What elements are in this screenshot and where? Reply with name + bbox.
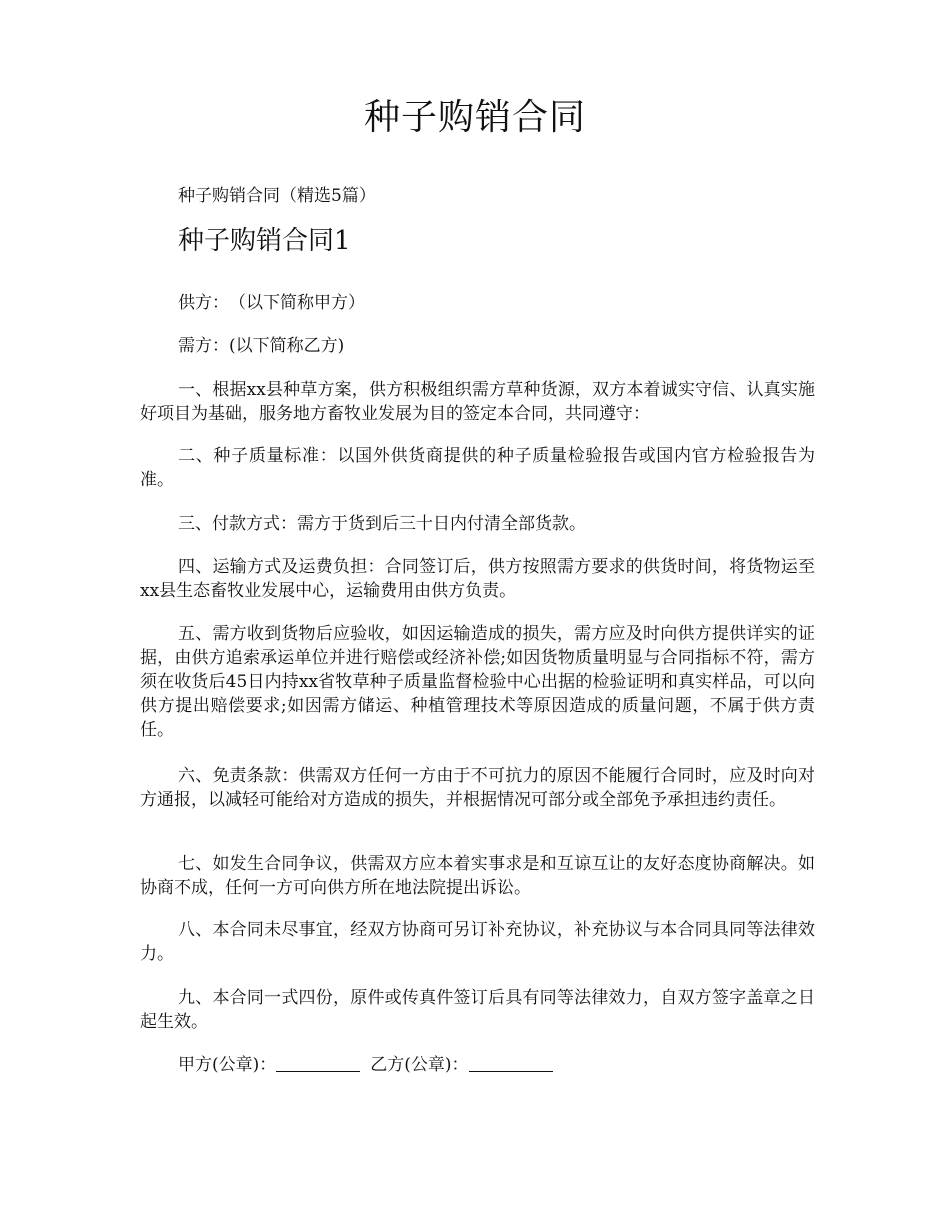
clause-1: 一、根据xx县种草方案，供方积极组织需方草种货源，双方本着诚实守信、认真实施好项目为基础，服务地方畜牧业发展为目的签定本合同，共同遵守： <box>140 380 815 424</box>
clause-9: 九、本合同一式四份，原件或传真件签订后具有同等法律效力，自双方签字盖章之日起生效。 <box>140 988 815 1032</box>
clause-5: 五、需方收到货物后应验收，如因运输造成的损失，需方应及时向供方提供详实的证据，由供方追索承运单位并进行赔偿或经济补偿;如因货物质量明显与合同指标不符，需方须在收货后45日内持xx省牧草种子质量监督检验中心出据的检验证明和真实样品，可以向供方提出赔偿要求;如因需方储运、种植管理技术等原因造成的质量问题，不属于供方责任。 <box>140 624 815 740</box>
supplier-line: 供方： （以下简称甲方） <box>178 293 365 313</box>
clause-3: 三、付款方式：需方于货到后三十日内付清全部货款。 <box>178 514 586 534</box>
signature-line <box>178 1053 553 1077</box>
document-subtitle: 种子购销合同（精选5篇） <box>178 186 376 206</box>
clause-7: 七、如发生合同争议，供需双方应本着实事求是和互谅互让的友好态度协商解决。如协商不成，任何一方可向供方所在地法院提出诉讼。 <box>140 854 815 898</box>
clause-8: 八、本合同未尽事宜，经双方协商可另订补充协议，补充协议与本合同具同等法律效力。 <box>140 920 815 964</box>
party-b-signature-blank <box>469 1053 553 1072</box>
clause-4: 四、运输方式及运费负担：合同签订后，供方按照需方要求的供货时间，将货物运至xx县生态畜牧业发展中心，运输费用由供方负责。 <box>140 557 815 601</box>
party-b-seal-label: 乙方(公章)： <box>370 1055 469 1075</box>
document-title: 种子购销合同 <box>363 97 586 138</box>
party-a-seal-label: 甲方(公章)： <box>178 1055 277 1075</box>
party-a-signature-blank <box>276 1053 360 1072</box>
clause-6: 六、免责条款：供需双方任何一方由于不可抗力的原因不能履行合同时，应及时向对方通报，以减轻可能给对方造成的损失，并根据情况可部分或全部免予承担违约责任。 <box>140 766 815 810</box>
buyer-line: 需方：(以下简称乙方) <box>178 336 345 356</box>
clause-2: 二、种子质量标准：以国外供货商提供的种子质量检验报告或国内官方检验报告为准。 <box>140 446 815 490</box>
section-heading: 种子购销合同1 <box>178 226 351 256</box>
